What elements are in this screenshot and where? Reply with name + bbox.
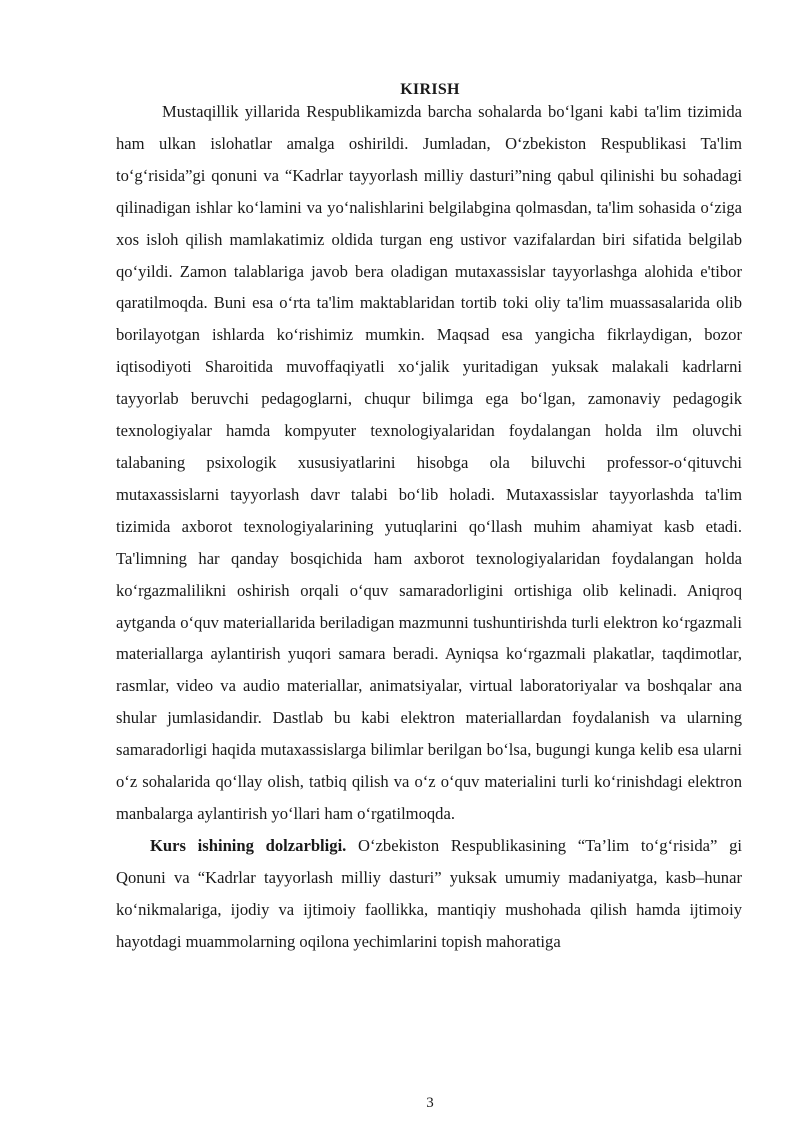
relevance-text: O‘zbekiston Respublikasining “Ta’lim to‘g‘risida” gi Qonuni va “Kadrlar tayyorlash milliy dasturi” yuksak umumiy madaniyatga, kasb–hunar ko‘nikmalariga, ijodiy va ijtimoiy faollikka, mantiqiy mushohada qilish hamda ijtimoiy hayotdagi muammolarning oqilona yechimlarini topish mahoratiga (116, 835, 742, 951)
intro-paragraph: Mustaqillik yillarida Respublikamizda barcha sohalarda bo‘lgani kabi ta'lim tizimida ham ulkan islohatlar amalga oshirildi. Jumladan, O‘zbekiston Respublikasi Ta'lim to‘g‘risida”gi qonuni va “Kadrlar tayyorlash milliy dasturi”ning qabul qilinishi bu sohadagi qilinadigan ishlar ko‘lamini va yo‘nalishlarini belgilabgina qolmasdan, ta'lim sohasida o‘ziga xos isloh qilish mamlakatimiz oldida turgan eng ustivor vazifalardan biri sifatida belgilab qo‘yildi. Zamon talablariga javob bera oladigan mutaxassislar tayyorlashga alohida e'tibor qaratilmoqda. Buni esa o‘rta ta'lim maktablaridan tortib toki oliy ta'lim muassasalarida olib borilayotgan ishlarda ko‘rishimiz mumkin. Maqsad esa yangicha fikrlaydigan, bozor iqtisodiyoti Sharoitida muvoffaqiyatli xo‘jalik yuritadigan yuksak malakali kadrlarni tayyorlab beruvchi pedagoglarni, chuqur bilimga ega bo‘lgan, zamonaviy pedagogik texnologiyalar hamda kompyuter texnologiyalaridan foydalangan holda ilm oluvchi talabaning psixologik xususiyatlarini hisobga ola biluvchi professor-o‘qituvchi mutaxassislarni tayyorlash davr talabi bo‘lib holadi. Mutaxassislar tayyorlashda ta'lim tizimida axborot texnologiyalarining yutuqlarini qo‘llash muhim ahamiyat kasb etadi. Ta'limning har qanday bosqichida ham axborot texnologiyalaridan foydalangan holda ko‘rgazmalilikni oshirish orqali o‘quv samaradorligini ortishiga olib kelinadi. Aniqroq aytganda o‘quv materiallarida beriladigan mazmunni tushuntirishda turli elektron ko‘rgazmali materiallarga aylantirish yuqori samara beradi. Ayniqsa ko‘rgazmali plakatlar, taqdimotlar, rasmlar, video va audio materiallar, animatsiyalar, virtual laboratoriyalar va boshqalar ana shular jumlasidandir. Dastlab bu kabi elektron materiallardan foydalanish va ularning samaradorligi haqida mutaxassislarga bilimlar berilgan bo‘lsa, bugungi kunga kelib esa ularni o‘z sohalarida qo‘llay olish, tatbiq qilish va o‘z o‘quv materialini turli ko‘rinishdagi elektron manbalarga aylantirish yo‘llari ham o‘rgatilmoqda. (116, 102, 742, 823)
page-number: 3 (426, 1095, 434, 1111)
relevance-heading: Kurs ishining dolzarbligi. (150, 835, 347, 855)
page-title: KIRISH (400, 81, 460, 98)
relevance-paragraph (116, 830, 742, 958)
body-text (116, 96, 742, 957)
